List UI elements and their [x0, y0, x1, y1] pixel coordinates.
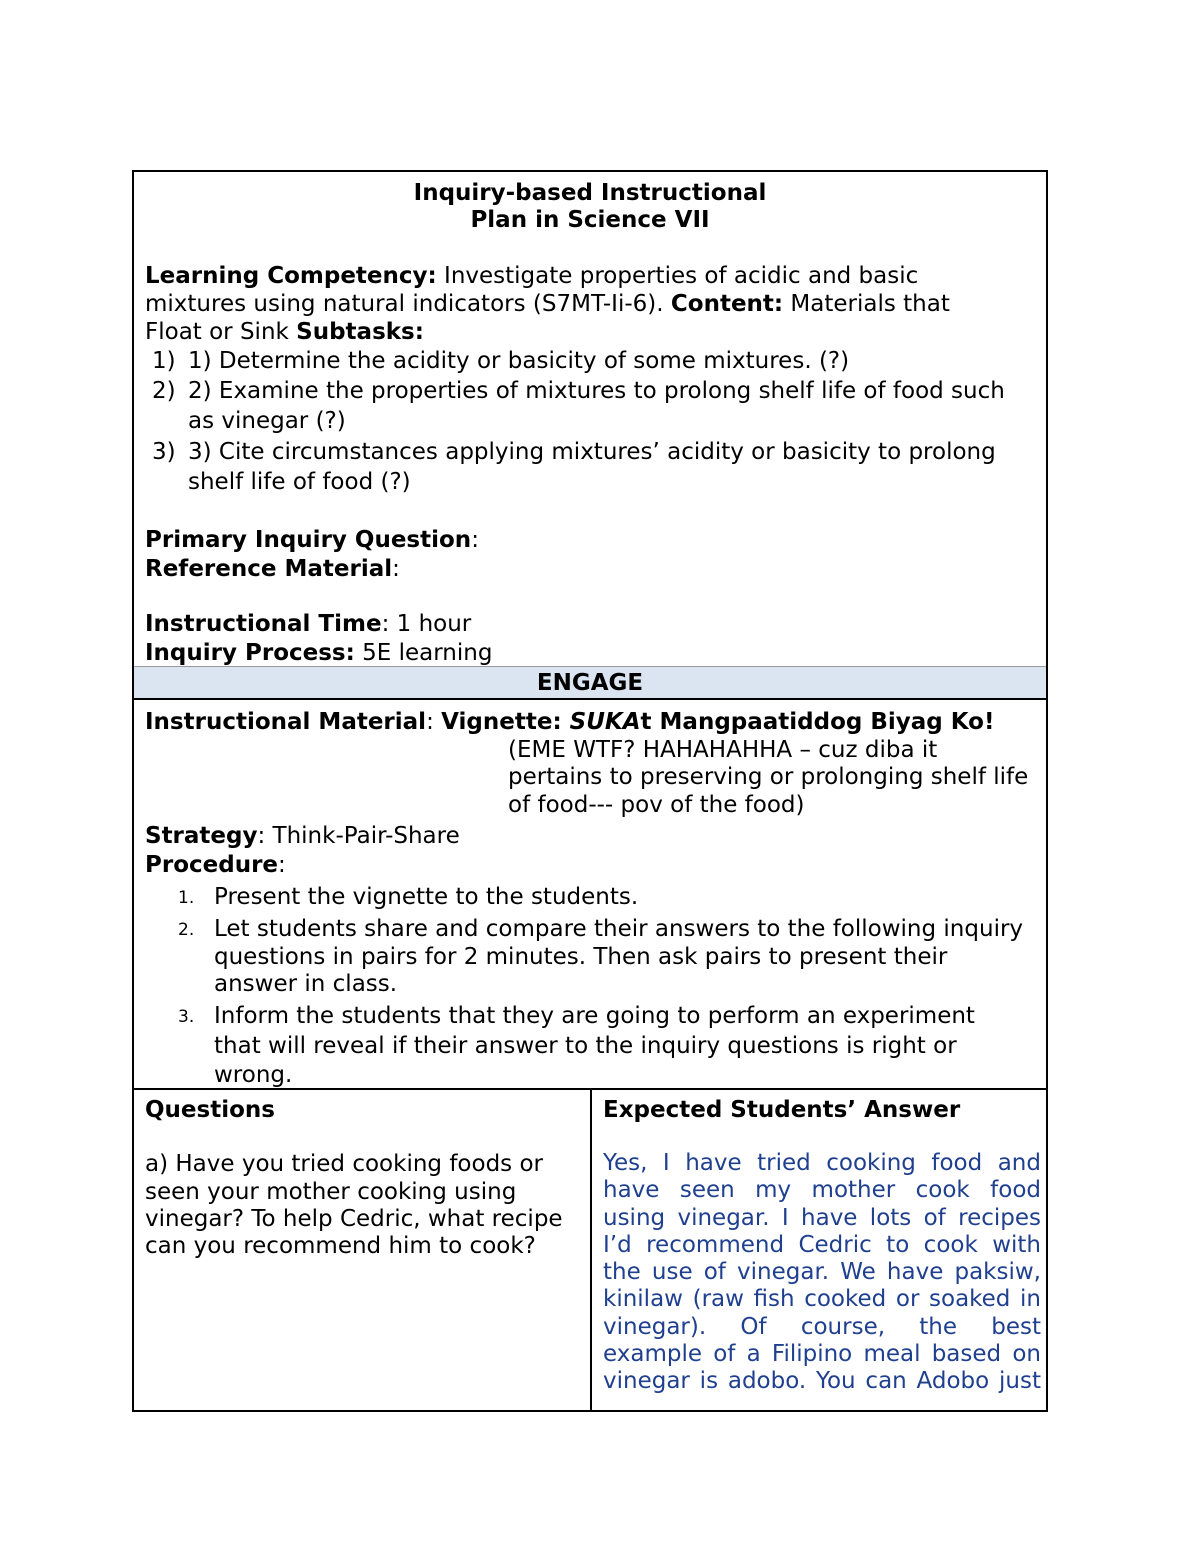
procedure-number: 3. — [178, 1007, 195, 1027]
plan-header-section — [134, 172, 1046, 666]
content-text: Materials that — [783, 291, 950, 317]
answer-line: example of a Filipino meal based on — [603, 1341, 1041, 1368]
subtask-text: 2) Examine the properties of mixtures to prolong shelf life of food such — [188, 378, 1005, 404]
strategy — [145, 822, 460, 850]
answer-line: I’d recommend Cedric to cook with — [603, 1231, 1041, 1258]
procedure-text: Inform the students that they are going to perform an experiment — [214, 1003, 975, 1029]
subtask-number: 3) — [152, 439, 176, 465]
answer-line: using vinegar. I have lots of recipes — [603, 1204, 1041, 1231]
strategy-label: Strategy — [145, 823, 258, 849]
question-line: can you recommend him to cook? — [145, 1233, 536, 1259]
answers-header — [603, 1096, 960, 1124]
time-label: Instructional Time — [145, 611, 382, 637]
question-line: seen your mother cooking using — [145, 1179, 517, 1205]
primary-inquiry-question — [145, 526, 479, 554]
subtasks-label: Subtasks: — [296, 319, 424, 345]
plan-title-line1: Inquiry-based Instructional — [413, 180, 767, 206]
material-label: Instructional Material — [145, 709, 427, 735]
answer-line: vinegar). Of course, the best — [603, 1313, 1041, 1340]
procedure-text: answer in class. — [214, 971, 398, 997]
answer-line: the use of vinegar. We have paksiw, — [603, 1259, 1041, 1286]
subtask-number: 2) — [152, 378, 176, 404]
instructional-material — [145, 708, 994, 736]
procedure-text: Present the vignette to the students. — [214, 884, 639, 910]
competency-text2: mixtures using natural indicators (S7MT-Ii-6). — [145, 291, 671, 317]
vignette-note-line1: (EME WTF? HAHAHAHHA – cuz diba it — [508, 737, 938, 763]
questions-answers-table — [134, 1088, 1046, 1412]
procedure-colon: : — [278, 852, 286, 878]
material-colon: : — [426, 709, 442, 735]
answer-line: have seen my mother cook food — [603, 1177, 1041, 1204]
time-value: : 1 hour — [381, 611, 472, 637]
competency-line2 — [145, 290, 950, 318]
vignette-italic: SUKA — [569, 709, 641, 735]
vignette-note-line3: of food--- pov of the food) — [508, 792, 805, 818]
reference-material — [145, 555, 400, 583]
subtask-text: 1) Determine the acidity or basicity of some mixtures. (?) — [188, 348, 850, 374]
procedure-text: Let students share and compare their answers to the following inquiry — [214, 916, 1024, 942]
vignette-note-line2: pertains to preserving or prolonging shelf life — [508, 764, 1029, 790]
answer-line: kinilaw (raw fish cooked or soaked in — [603, 1286, 1041, 1313]
engage-section — [134, 700, 1046, 1088]
question-line: a) Have you tried cooking foods or — [145, 1151, 543, 1177]
competency-text3: Float or Sink — [145, 319, 297, 345]
process-value: 5E learning — [354, 640, 493, 666]
competency-label: Learning Competency: — [145, 263, 437, 289]
procedure-number: 1. — [178, 888, 195, 908]
vignette-rest: t Mangpaatiddog Biyag Ko! — [640, 709, 995, 735]
engage-heading: ENGAGE — [134, 666, 1046, 700]
plan-title-line2: Plan in Science VII — [470, 207, 710, 233]
answer-line: Yes, I have tried cooking food and — [603, 1150, 1041, 1176]
procedure-text: questions in pairs for 2 minutes. Then ask pairs to present their — [214, 944, 948, 970]
ref-label: Reference Material — [145, 556, 393, 582]
subtask-number: 1) — [152, 348, 176, 374]
procedure-text: that will reveal if their answer to the inquiry questions is right or — [214, 1033, 957, 1059]
expected-answer — [603, 1150, 1041, 1396]
procedure-heading — [145, 851, 286, 879]
piq-value: : — [471, 527, 479, 553]
procedure-number: 2. — [178, 920, 195, 940]
column-divider — [590, 1090, 592, 1412]
answers-header-text: Expected Students’ Answer — [603, 1097, 961, 1123]
competency-text1: Investigate properties of acidic and basic — [436, 263, 919, 289]
competency-line1 — [145, 262, 918, 290]
subtask-text: 3) Cite circumstances applying mixtures’ acidity or basicity to prolong — [188, 439, 996, 465]
instructional-time — [145, 610, 471, 638]
vignette-label: Vignette: — [441, 709, 570, 735]
process-label: Inquiry Process: — [145, 640, 355, 666]
subtask-text-cont: shelf life of food (?) — [188, 469, 411, 495]
questions-header — [145, 1096, 275, 1124]
lesson-plan-table — [132, 170, 1048, 1412]
ref-value: : — [392, 556, 400, 582]
questions-header-text: Questions — [145, 1097, 275, 1123]
content-label: Content: — [670, 291, 784, 317]
procedure-label: Procedure — [145, 852, 279, 878]
subtask-text-cont: as vinegar (?) — [188, 408, 346, 434]
strategy-value: : Think-Pair-Share — [257, 823, 460, 849]
answer-line: vinegar is adobo. You can Adobo just — [603, 1368, 1041, 1395]
question-line: vinegar? To help Cedric, what recipe — [145, 1206, 563, 1232]
piq-label: Primary Inquiry Question — [145, 527, 472, 553]
inquiry-process — [145, 639, 492, 667]
competency-line3 — [145, 318, 424, 346]
procedure-text: wrong. — [214, 1062, 293, 1088]
